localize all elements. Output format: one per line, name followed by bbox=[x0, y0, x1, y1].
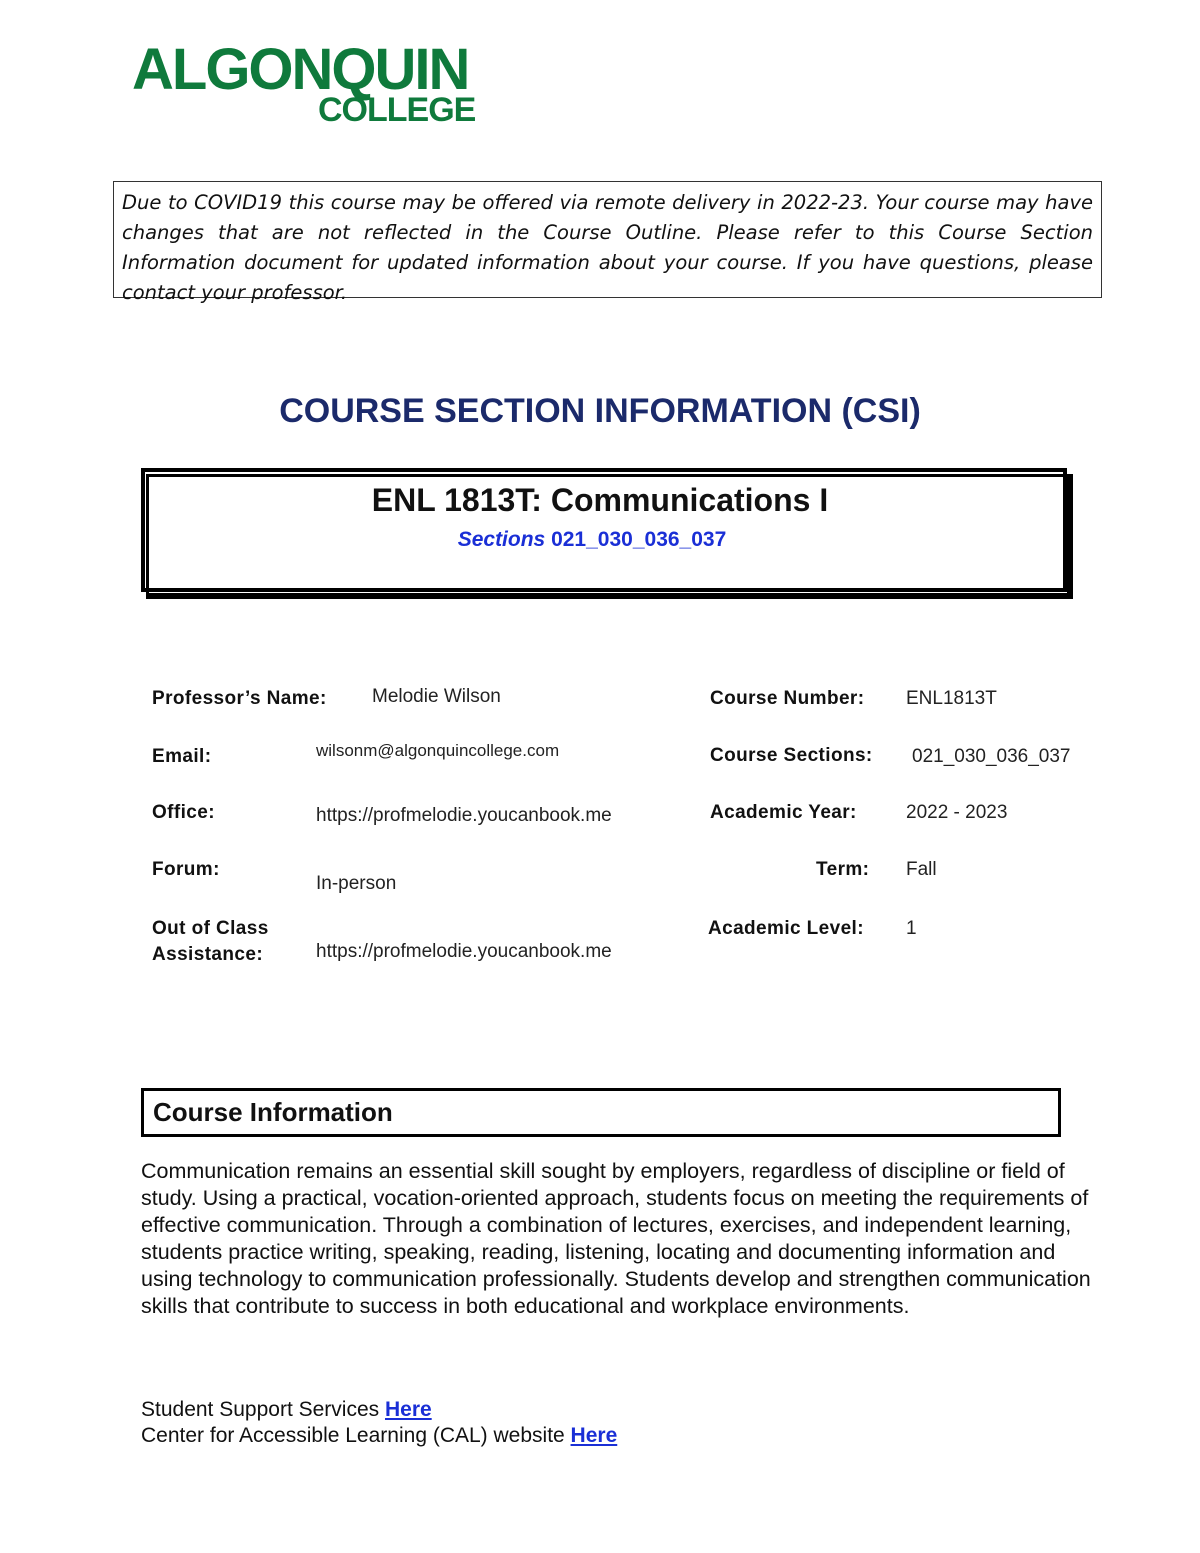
course-info-body: Communication remains an essential skill sought by employers, regardless of discipline or field of study. Using a practical, vocation-oriented approach, students focus on meeting the requirements of effective communication. Through a combination of lectures, exercises, and independent learning, students practice writing, speaking, reading, listening, locating and documenting information and using technology to communication professionally. Students develop and strengthen communication skills that contribute to success in both educational and workplace environments. bbox=[141, 1159, 1091, 1318]
assistance-label-line2: Assistance: bbox=[152, 944, 264, 965]
course-sections-label: Course Sections: bbox=[710, 745, 873, 766]
course-number-value: ENL1813T bbox=[906, 688, 997, 709]
academic-level-value: 1 bbox=[906, 918, 917, 939]
professor-label: Professor’s Name: bbox=[152, 688, 327, 709]
course-sections-line bbox=[0, 528, 1184, 552]
cal-text: Center for Accessible Learning (CAL) website bbox=[141, 1424, 565, 1447]
email-value[interactable]: wilsonm@algonquincollege.com bbox=[316, 741, 560, 760]
cal-line bbox=[141, 1424, 617, 1448]
email-label: Email: bbox=[152, 746, 212, 767]
student-support-text: Student Support Services bbox=[141, 1398, 380, 1421]
course-sections-value: 021_030_036_037 bbox=[912, 746, 1071, 767]
assistance-value[interactable]: https://profmelodie.youcanbook.me bbox=[316, 941, 612, 962]
cal-link[interactable]: Here bbox=[570, 1424, 618, 1447]
page-title: COURSE SECTION INFORMATION (CSI) bbox=[279, 392, 921, 430]
course-info-heading: Course Information bbox=[153, 1097, 393, 1127]
college-logo bbox=[132, 37, 492, 130]
student-support-line bbox=[141, 1398, 432, 1422]
term-value: Fall bbox=[906, 859, 937, 880]
professor-value: Melodie Wilson bbox=[372, 686, 501, 707]
student-support-link[interactable]: Here bbox=[384, 1398, 432, 1421]
forum-value: In-person bbox=[316, 873, 397, 894]
academic-year-value: 2022 - 2023 bbox=[906, 802, 1008, 823]
sections-prefix: Sections bbox=[457, 528, 546, 551]
academic-year-label: Academic Year: bbox=[710, 802, 857, 823]
logo-line-1: ALGONQUIN bbox=[132, 37, 469, 102]
covid-notice: Due to COVID19 this course may be offered via remote delivery in 2022-23. Your course may have changes that are not reflected in the Course Outline. Please refer to this Course Section Information document for updated information about your course. If you have questions, please contact your professor. bbox=[113, 181, 1102, 298]
logo-line-2: COLLEGE bbox=[318, 91, 476, 129]
term-label: Term: bbox=[816, 859, 870, 880]
forum-label: Forum: bbox=[152, 859, 220, 880]
assistance-label-line1: Out of Class bbox=[152, 918, 269, 939]
course-number-label: Course Number: bbox=[710, 688, 865, 709]
office-label: Office: bbox=[152, 802, 215, 823]
sections-value: 021_030_036_037 bbox=[551, 528, 727, 551]
course-name: ENL 1813T: Communications I bbox=[371, 482, 829, 518]
office-value[interactable]: https://profmelodie.youcanbook.me bbox=[316, 805, 612, 826]
academic-level-label: Academic Level: bbox=[708, 918, 864, 939]
